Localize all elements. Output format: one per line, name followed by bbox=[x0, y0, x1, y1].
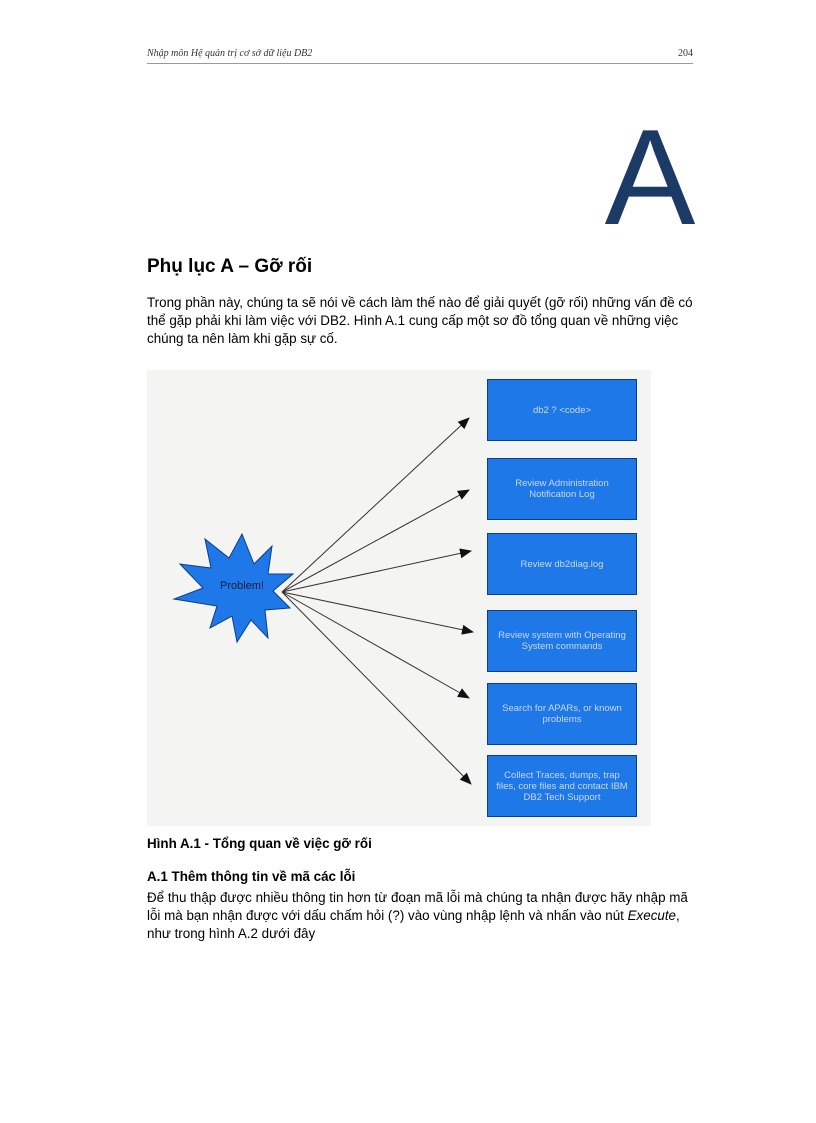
target-box-apars: Search for APARs, or known problems bbox=[487, 683, 637, 745]
target-box-db2-code: db2 ? <code> bbox=[487, 379, 637, 441]
chapter-letter: A bbox=[604, 101, 696, 253]
problem-label: Problem! bbox=[219, 580, 265, 592]
target-box-ibm-support: Collect Traces, dumps, trap files, core files and contact IBM DB2 Tech Support bbox=[487, 755, 637, 817]
target-box-admin-notification-log: Review Administration Notification Log bbox=[487, 458, 637, 520]
figure-caption: Hình A.1 - Tổng quan về việc gỡ rối bbox=[147, 836, 372, 851]
section-title: A.1 Thêm thông tin về mã các lỗi bbox=[147, 869, 356, 884]
section-body-text: Để thu thập được nhiều thông tin hơn từ đoạn mã lỗi mà chúng ta nhận được hãy nhập mã lỗi mà bạn nhận được với dấu chấm hỏi (?) vào vùng nhập lệnh và nhấn vào nút bbox=[147, 890, 688, 923]
arrow-to-target-3 bbox=[282, 551, 471, 592]
running-header bbox=[147, 48, 693, 59]
page-number: 204 bbox=[678, 48, 693, 59]
arrow-to-target-5 bbox=[282, 592, 469, 698]
diagram-arrows bbox=[282, 418, 473, 784]
section-body bbox=[147, 889, 695, 943]
appendix-title: Phụ lục A – Gỡ rối bbox=[147, 256, 313, 277]
target-box-os-commands: Review system with Operating System commands bbox=[487, 610, 637, 672]
intro-paragraph: Trong phần này, chúng ta sẽ nói về cách làm thế nào để giải quyết (gỡ rối) những vấn đề có thể gặp phải khi làm việc với DB2. Hình A.1 cung cấp một sơ đồ tổng quan về những việc chúng ta nên làm khi gặp sự cố. bbox=[147, 295, 693, 346]
header-rule bbox=[147, 63, 693, 64]
target-box-db2diag-log: Review db2diag.log bbox=[487, 533, 637, 595]
running-title: Nhập môn Hệ quản trị cơ sở dữ liệu DB2 bbox=[147, 48, 313, 59]
execute-term: Execute bbox=[627, 908, 677, 923]
arrow-to-target-4 bbox=[282, 592, 473, 632]
section-body-text-end: , như trong hình A.2 dưới đây bbox=[147, 908, 680, 941]
troubleshooting-diagram bbox=[147, 370, 651, 826]
arrow-to-target-6 bbox=[282, 592, 471, 784]
